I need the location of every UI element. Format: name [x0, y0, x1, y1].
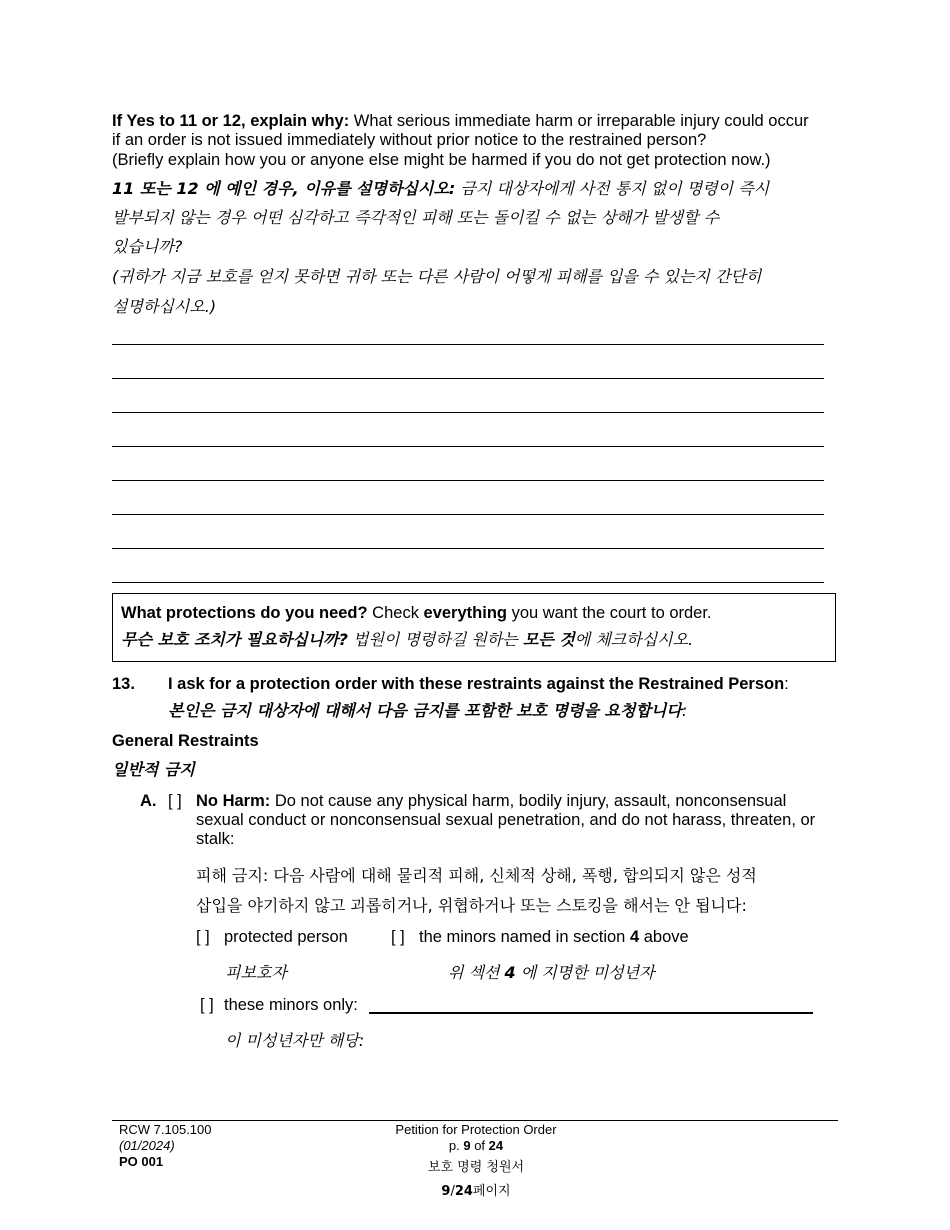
these-minors-checkbox[interactable]: [ ] — [200, 996, 214, 1014]
minors-section4-num: 4 — [629, 928, 640, 946]
answer-line[interactable] — [112, 514, 824, 515]
footer-title-kr: 보호 명령 청원서 — [427, 1160, 525, 1175]
protections-kr-end: 에 체크하십시오. — [574, 630, 694, 649]
footer-page-of: of — [470, 1138, 489, 1153]
answer-line[interactable] — [112, 344, 824, 345]
protections-en-mid: Check — [367, 604, 424, 622]
footer-kr-page-sep: / — [450, 1184, 455, 1199]
these-minors-label: these minors only: — [224, 996, 358, 1014]
explain-kr-line5: 설명하십시오.) — [112, 297, 217, 316]
these-minors-label-kr — [225, 1028, 364, 1051]
item13-kr-colon: : — [681, 701, 688, 720]
itemA-en-line2: sexual conduct or nonconsensual sexual penetration, and do not harass, threaten, or — [196, 811, 816, 829]
answer-line[interactable] — [112, 378, 824, 379]
item13-kr — [168, 698, 687, 721]
explain-en-rest: What serious immediate harm or irreparable injury could occur — [349, 112, 809, 130]
itemA-letter: A. — [140, 792, 157, 810]
general-restraints-heading-kr: 일반적 금지 — [112, 760, 195, 779]
minors-section4-kr-num: 4 — [504, 963, 516, 982]
protections-kr-mid: 법원이 명령하길 원하는 — [347, 630, 523, 649]
itemA-en-line1 — [196, 792, 786, 811]
footer-page-prefix: p. — [448, 1138, 464, 1153]
protections-en-end: you want the court to order. — [506, 604, 712, 622]
explain-kr-bold: 11 또는 12 에 예인 경우, 이유를 설명하십시오: — [112, 179, 456, 198]
explain-en-bold: If Yes to 11 or 12, explain why: — [112, 112, 350, 130]
protections-kr-all: 모든 것 — [522, 630, 575, 649]
minors-section4-kr-text: 위 섹션 — [448, 963, 505, 982]
footer-kr-page-num: 9 — [441, 1184, 451, 1199]
explain-kr-line4: (귀하가 지금 보호를 얻지 못하면 귀하 또는 다른 사람이 어떻게 피해를 입을 수 있는지 간단히 — [112, 267, 762, 286]
minors-section4-label-kr — [448, 960, 655, 983]
minors-section4-above: above — [639, 928, 689, 946]
itemA-kr-line1: 피해 금지: 다음 사람에 대해 물리적 피해, 신체적 상해, 폭행, 합의되지 않은 성적 — [196, 866, 757, 885]
protected-person-label: protected person — [224, 928, 348, 946]
footer-page — [376, 1138, 576, 1153]
footer-date: (01/2024) — [119, 1138, 175, 1153]
footer-divider — [112, 1120, 838, 1121]
answer-line[interactable] — [112, 548, 824, 549]
item13-number: 13. — [112, 675, 135, 693]
answer-line[interactable] — [112, 480, 824, 481]
answer-line[interactable] — [112, 582, 824, 583]
footer-page-total: 24 — [488, 1138, 504, 1153]
minors-section4-checkbox[interactable]: [ ] — [391, 928, 405, 946]
item13-en — [168, 675, 789, 694]
footer-form-number: PO 001 — [119, 1154, 164, 1169]
item13-en-text: I ask for a protection order with these restraints against the Restrained Person — [168, 675, 785, 693]
item13-kr-text: 본인은 금지 대상자에 대해서 다음 금지를 포함한 보호 명령을 요청합니다 — [168, 701, 682, 720]
footer-rcw: RCW 7.105.100 — [119, 1122, 212, 1137]
itemA-kr-line2: 삽입을 야기하지 않고 괴롭히거나, 위협하거나 또는 스토킹을 해서는 안 됩니다: — [196, 896, 747, 915]
explain-kr-rest: 금지 대상자에게 사전 통지 없이 명령이 즉시 — [455, 179, 770, 198]
these-minors-input[interactable] — [369, 1012, 813, 1014]
explain-kr-line2: 발부되지 않는 경우 어떤 심각하고 즉각적인 피해 또는 돌이킬 수 없는 상해가 발생할 수 — [112, 208, 720, 227]
these-minors-kr-colon: : — [358, 1031, 365, 1050]
protected-person-label-kr: 피보호자 — [225, 963, 287, 982]
explain-en-line3: (Briefly explain how you or anyone else might be harmed if you do not get protection now.) — [112, 151, 771, 169]
minors-section4-kr-end: 에 지명한 미성년자 — [515, 963, 655, 982]
explain-kr-line3: 있습니까? — [112, 237, 183, 256]
footer-page-num: 9 — [463, 1138, 471, 1153]
itemA-en-line3: stalk: — [196, 830, 235, 848]
footer-page-kr — [376, 1180, 576, 1199]
answer-line[interactable] — [112, 412, 824, 413]
protections-kr — [121, 627, 693, 650]
answer-line[interactable] — [112, 446, 824, 447]
explain-en-line1 — [112, 112, 809, 131]
general-restraints-heading: General Restraints — [112, 732, 259, 750]
explain-en-line2: if an order is not issued immediately without prior notice to the restrained person? — [112, 131, 707, 149]
explain-kr-line1 — [112, 176, 769, 199]
protections-kr-question: 무슨 보호 조치가 필요하십니까? — [121, 630, 348, 649]
minors-section4-label — [419, 928, 689, 947]
itemA-title: No Harm: — [196, 792, 271, 810]
no-harm-checkbox[interactable]: [ ] — [168, 792, 182, 810]
protections-en-everything: everything — [423, 604, 507, 622]
item13-en-colon: : — [784, 675, 789, 693]
protected-person-checkbox[interactable]: [ ] — [196, 928, 210, 946]
these-minors-kr-text: 이 미성년자만 해당 — [225, 1031, 359, 1050]
protections-en — [121, 604, 712, 623]
footer-title: Petition for Protection Order — [395, 1122, 557, 1137]
protections-en-question: What protections do you need? — [121, 604, 368, 622]
minors-section4-text: the minors named in section — [419, 928, 630, 946]
footer-kr-page-suffix: 페이지 — [472, 1184, 511, 1199]
footer-kr-page-total: 24 — [454, 1184, 473, 1199]
itemA-en-line1-text: Do not cause any physical harm, bodily injury, assault, nonconsensual — [270, 792, 787, 810]
